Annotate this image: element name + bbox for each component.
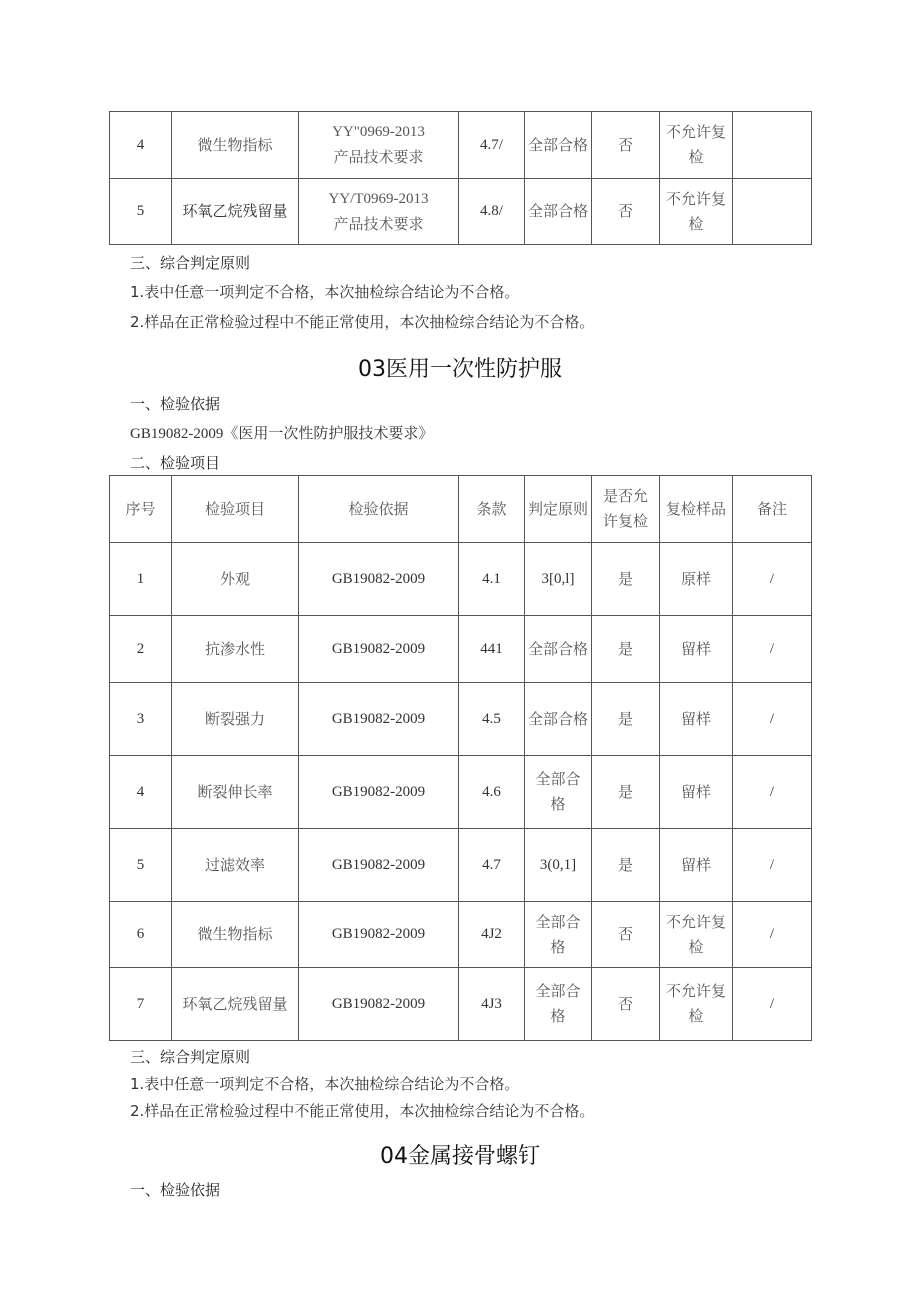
judgement-rule: 3(0,1] [525, 829, 592, 902]
recheck-sample: 留样 [660, 683, 733, 756]
table-row [110, 616, 812, 683]
judgement-rule: 全部合格 [525, 616, 592, 683]
remark: / [733, 902, 812, 968]
remark: / [733, 543, 812, 616]
judgement-rule: 全部合 格 [525, 756, 592, 829]
clause: 4.7/ [459, 112, 525, 179]
table-row [110, 112, 812, 179]
recheck-allowed: 是 [592, 683, 660, 756]
remark: / [733, 683, 812, 756]
judgement-rule: 3[0,l] [525, 543, 592, 616]
recheck-allowed: 否 [592, 902, 660, 968]
inspection-items-table [109, 475, 812, 1041]
recheck-sample: 不允许复 检 [660, 902, 733, 968]
basis: GB19082-2009 [299, 968, 459, 1041]
item-name: 外观 [172, 543, 299, 616]
judgement-rule-1: 1.表中任意一项判定不合格，本次抽检综合结论为不合格。 [130, 1075, 520, 1093]
remark: / [733, 756, 812, 829]
remark: / [733, 616, 812, 683]
recheck-sample: 留样 [660, 616, 733, 683]
recheck-allowed: 是 [592, 829, 660, 902]
section-heading-basis: 一、检验依据 [130, 1181, 221, 1199]
row-number: 7 [110, 968, 172, 1041]
recheck-allowed: 是 [592, 543, 660, 616]
item-name: 断裂伸长率 [172, 756, 299, 829]
header-recheck-sample: 复检样品 [660, 476, 733, 543]
judgement-rule: 全部合 格 [525, 902, 592, 968]
recheck-allowed: 是 [592, 616, 660, 683]
section-heading-items: 二、检验项目 [130, 454, 221, 472]
basis: GB19082-2009 [299, 756, 459, 829]
remark [733, 112, 812, 179]
table-row [110, 543, 812, 616]
clause: 4.1 [459, 543, 525, 616]
row-number: 5 [110, 179, 172, 245]
sampling-table-continued [109, 111, 812, 245]
header-recheck-allowed: 是否允 许复检 [592, 476, 660, 543]
item-name: 过滤效率 [172, 829, 299, 902]
judgement-rule-2: 2.样品在正常检验过程中不能正常使用，本次抽检综合结论为不合格。 [130, 313, 595, 331]
judgement-rule-1: 1.表中任意一项判定不合格，本次抽检综合结论为不合格。 [130, 283, 520, 301]
section-heading-judgement: 三、综合判定原则 [130, 254, 251, 272]
item-name: 断裂强力 [172, 683, 299, 756]
clause: 4.7 [459, 829, 525, 902]
row-number: 1 [110, 543, 172, 616]
table-row [110, 179, 812, 245]
basis: YY/T0969-2013 产品技术要求 [299, 179, 459, 245]
recheck-sample: 不允许复 检 [660, 968, 733, 1041]
row-number: 4 [110, 756, 172, 829]
section-title-protective-clothing: 03医用一次性防护服 [358, 357, 562, 382]
basis: GB19082-2009 [299, 829, 459, 902]
table-row [110, 902, 812, 968]
row-number: 5 [110, 829, 172, 902]
recheck-sample: 留样 [660, 829, 733, 902]
item-name: 微生物指标 [172, 902, 299, 968]
item-name: 环氧乙烷残留量 [172, 968, 299, 1041]
judgement-rule: 全部合格 [525, 179, 592, 245]
header-clause: 条款 [459, 476, 525, 543]
clause: 441 [459, 616, 525, 683]
remark: / [733, 829, 812, 902]
header-basis: 检验依据 [299, 476, 459, 543]
remark [733, 179, 812, 245]
header-item: 检验项目 [172, 476, 299, 543]
judgement-rule-2: 2.样品在正常检验过程中不能正常使用，本次抽检综合结论为不合格。 [130, 1102, 595, 1120]
item-name: 抗渗水性 [172, 616, 299, 683]
row-number: 6 [110, 902, 172, 968]
row-number: 3 [110, 683, 172, 756]
judgement-rule: 全部合格 [525, 683, 592, 756]
recheck-allowed: 否 [592, 112, 660, 179]
table-header-row [110, 476, 812, 543]
item-name: 微生物指标 [172, 112, 299, 179]
clause: 4.5 [459, 683, 525, 756]
basis: YY"0969-2013 产品技术要求 [299, 112, 459, 179]
row-number: 4 [110, 112, 172, 179]
table-row [110, 683, 812, 756]
table-row [110, 829, 812, 902]
recheck-allowed: 是 [592, 756, 660, 829]
item-name: 环氧乙烷残留量 [172, 179, 299, 245]
section-heading-basis: 一、检验依据 [130, 395, 221, 413]
table-row [110, 968, 812, 1041]
recheck-allowed: 否 [592, 968, 660, 1041]
section-title-bone-screw: 04金属接骨螺钉 [380, 1144, 540, 1169]
remark: / [733, 968, 812, 1041]
judgement-rule: 全部合 格 [525, 968, 592, 1041]
basis: GB19082-2009 [299, 543, 459, 616]
basis: GB19082-2009 [299, 683, 459, 756]
header-remark: 备注 [733, 476, 812, 543]
clause: 4J3 [459, 968, 525, 1041]
recheck-sample: 原样 [660, 543, 733, 616]
section-heading-judgement: 三、综合判定原则 [130, 1048, 251, 1066]
clause: 4.6 [459, 756, 525, 829]
table-row [110, 756, 812, 829]
clause: 4J2 [459, 902, 525, 968]
recheck-sample: 留样 [660, 756, 733, 829]
recheck-allowed: 否 [592, 179, 660, 245]
clause: 4.8/ [459, 179, 525, 245]
recheck-sample: 不允许复 检 [660, 179, 733, 245]
inspection-basis: GB19082-2009《医用一次性防护服技术要求》 [130, 426, 434, 442]
header-rule: 判定原则 [525, 476, 592, 543]
header-index: 序号 [110, 476, 172, 543]
judgement-rule: 全部合格 [525, 112, 592, 179]
recheck-sample: 不允许复 检 [660, 112, 733, 179]
basis: GB19082-2009 [299, 902, 459, 968]
row-number: 2 [110, 616, 172, 683]
basis: GB19082-2009 [299, 616, 459, 683]
